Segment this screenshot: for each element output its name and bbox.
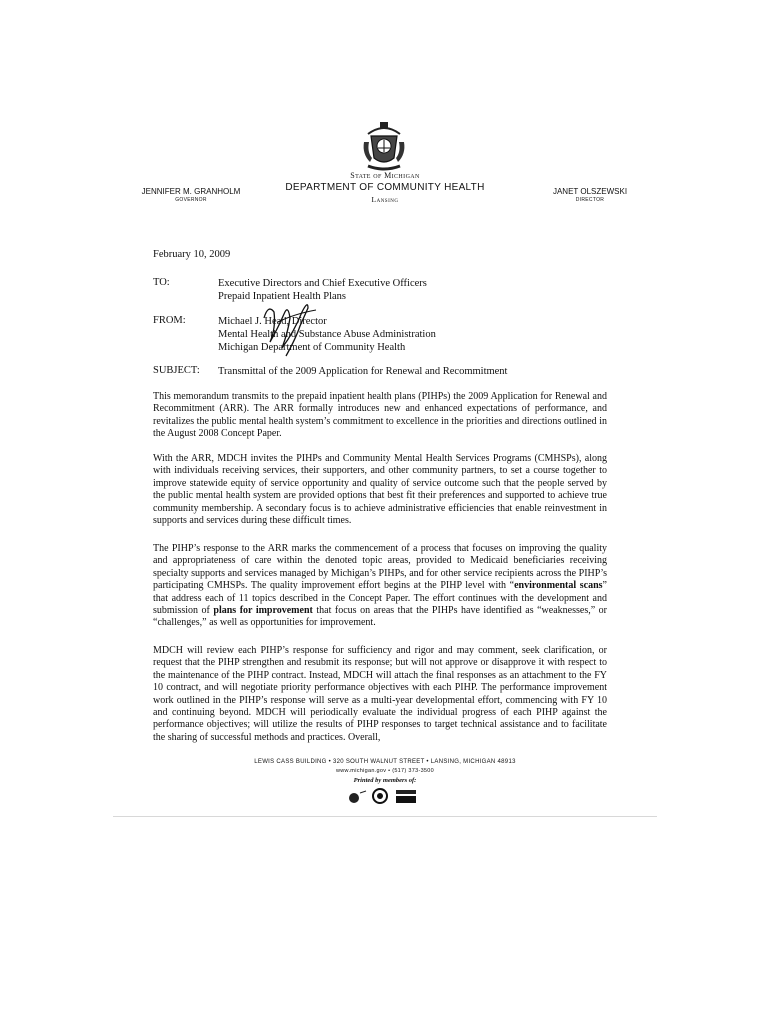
city-name: Lansing [371,195,399,204]
to-label: TO: [153,277,170,288]
page-divider [113,816,657,817]
to-line-2: Prepaid Inpatient Health Plans [218,291,347,302]
memo-date: February 10, 2009 [153,249,231,260]
subject-label: SUBJECT: [153,365,200,376]
footer-printed-by: Printed by members of: [353,777,417,784]
from-label: FROM: [153,315,186,326]
footer-address: LEWIS CASS BUILDING • 320 SOUTH WALNUT STREET • LANSING, MICHIGAN 48913 [254,759,516,765]
plans-for-improvement-bold: plans for improvement [213,605,313,617]
footer-contact: www.michigan.gov • (517) 373-3500 [335,768,435,774]
subject-text: Transmittal of the 2009 Application for Renewal and Recommitment [218,366,508,377]
to-line-1: Executive Directors and Chief Executive Officers [218,278,427,289]
from-line-2: Mental Health and Substance Abuse Administration [218,329,436,340]
paragraph-4: MDCH will review each PIHP’s response for sufficiency and rigor and may comment, seek clarification, or request that the PIHP strengthen and resubmit its response; but will not approve or disapprove it with respect to the maintenance of the PIHP contract. Instead, MDCH will attach the final responses as an attachment to the FY 10 contract, and will negotiate priority performance objectives with each PIHP. The performance improvement work outlined in the PIHP’s response will serve as a multi-year developmental effort, commencing with FY 10 and continuing beyond. MDCH will periodically evaluate the individual progress of each PIHP against the performance objectives; will utilize the results of PIHP responses to target technical assistance and to facilitate the sharing of successful methods and practices. Overall, [153,645,607,743]
environmental-scans-bold: environmental scans [514,580,603,592]
union-logos-icon [344,787,424,805]
director-name: JANET OLSZEWSKI [552,187,628,196]
state-seal-icon [360,118,408,174]
paragraph-1: This memorandum transmits to the prepaid inpatient health plans (PIHPs) the 2009 Application for Renewal and Recommitment (ARR). The ARR formally introduces new and enhanced expectations of performance, and revitalizes the public mental health system’s commitment to excellence in the priorities and directions outlined in the August 2008 Concept Paper. [153,391,607,440]
paragraph-3: The PIHP’s response to the ARR marks the commencement of a process that focuses on improving the quality and appropriateness of care within the denoted topic areas, provided to Medicaid beneficiaries receiving specialty supports and services managed by Michigan’s PIHPs, and for other service recipients across the PIHP’s participating CMHSPs. The quality improvement effort begins at the PIHP level with “environmental scans” that address each of 11 topics described in the Concept Paper. The effort continues with the development and submission of plans for improvement that focus on areas that the PIHPs have identified as “weaknesses,” or “challenges,” as well as opportunities for improvement. [153,543,607,629]
governor-name: JENNIFER M. GRANHOLM [141,187,241,196]
from-line-3: Michigan Department of Community Health [218,342,406,353]
director-title: DIRECTOR [575,197,605,203]
from-line-1: Michael J. Head, Director [218,316,327,327]
paragraph-2: With the ARR, MDCH invites the PIHPs and Community Mental Health Services Programs (CMHSPs), along with individuals receiving services, their supporters, and other community partners, to set a course together to improve statewide equity of service opportunity and quality of service outcome such that the people served by the public mental health system are provided options that best fit their preferences and supported to achieve true community membership. A secondary focus is to achieve administrative efficiencies that enable reinvestment in supports and services during these difficult times. [153,453,607,527]
governor-title: GOVERNOR [175,197,207,203]
signature-icon [238,298,330,360]
department-name: DEPARTMENT OF COMMUNITY HEALTH [285,182,485,193]
state-name: State of Michigan [350,171,420,180]
